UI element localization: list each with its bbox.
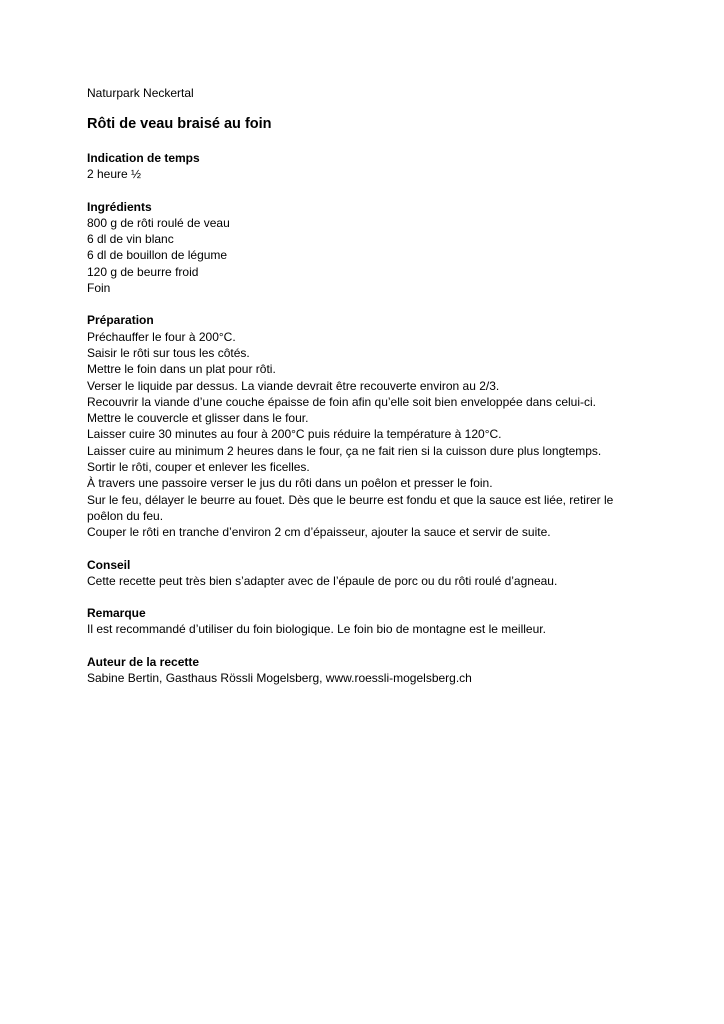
preparation-section (87, 312, 647, 540)
preparation-step: À travers une passoire verser le jus du rôti dans un poêlon et presser le foin. (87, 476, 493, 491)
preparation-step: Mettre le foin dans un plat pour rôti. (87, 362, 276, 377)
tip-text: Cette recette peut très bien s’adapter avec de l’épaule de porc ou du rôti roulé d’agneau. (87, 573, 558, 588)
preparation-step: Saisir le rôti sur tous les côtés. (87, 345, 250, 360)
ingredient-item: 120 g de beurre froid (87, 264, 199, 279)
preparation-step: Couper le rôti en tranche d’environ 2 cm d’épaisseur, ajouter la sauce et servir de suite. (87, 525, 551, 540)
preparation-steps (87, 329, 647, 541)
preparation-step: Sortir le rôti, couper et enlever les ficelles. (87, 460, 310, 475)
preparation-step: Laisser cuire 30 minutes au four à 200°C puis réduire la température à 120°C. (87, 427, 502, 442)
time-value: 2 heure ½ (87, 167, 142, 182)
author-section (87, 654, 647, 687)
time-heading: Indication de temps (87, 151, 200, 165)
tip-section (87, 557, 647, 590)
ingredients-section (87, 199, 647, 297)
recipe-document (87, 85, 647, 686)
ingredient-item: 6 dl de vin blanc (87, 232, 174, 247)
tip-heading: Conseil (87, 557, 131, 572)
ingredient-item: 6 dl de bouillon de légume (87, 248, 228, 263)
preparation-step: Laisser cuire au minimum 2 heures dans le four, ça ne fait rien si la cuisson dure plus longtemps. (87, 443, 602, 458)
organization-name: Naturpark Neckertal (87, 86, 194, 100)
ingredients-heading: Ingrédients (87, 199, 152, 214)
ingredients-list (87, 215, 647, 296)
ingredient-item: 800 g de rôti roulé de veau (87, 215, 230, 230)
remark-section (87, 605, 647, 638)
author-text: Sabine Bertin, Gasthaus Rössli Mogelsberg, www.roessli-mogelsberg.ch (87, 671, 472, 686)
preparation-step: Préchauffer le four à 200°C. (87, 329, 236, 344)
author-heading: Auteur de la recette (87, 654, 200, 669)
preparation-step: Recouvrir la viande d’une couche épaisse de foin afin qu’elle soit bien enveloppée dans celui-ci. (87, 394, 596, 409)
ingredient-item: Foin (87, 281, 111, 296)
remark-heading: Remarque (87, 606, 146, 621)
preparation-step: Mettre le couvercle et glisser dans le four. (87, 411, 309, 426)
preparation-step: Sur le feu, délayer le beurre au fouet. Dès que le beurre est fondu et que la sauce est liée, retirer le poêlon du feu. (87, 492, 614, 523)
recipe-title: Rôti de veau braisé au foin (87, 116, 272, 132)
preparation-step: Verser le liquide par dessus. La viande devrait être recouverte environ au 2/3. (87, 378, 500, 393)
remark-text: Il est recommandé d’utiliser du foin biologique. Le foin bio de montagne est le meilleur. (87, 622, 546, 637)
time-section (87, 150, 647, 183)
preparation-heading: Préparation (87, 313, 154, 328)
